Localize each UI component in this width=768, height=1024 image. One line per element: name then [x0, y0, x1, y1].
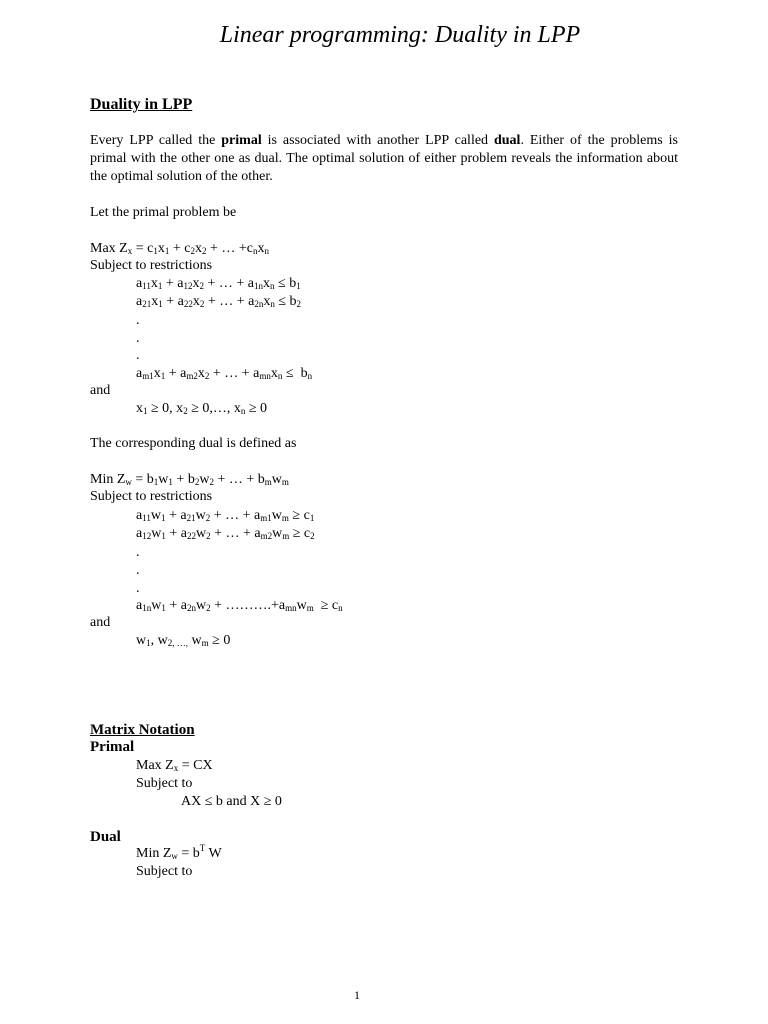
- dual-label: Dual: [90, 829, 121, 845]
- dual-constraint-2: $a_{12}w_1 + a_{22}w_2$ + … + $a_{m2}w_m \ge c_2$: [136, 526, 315, 541]
- ellipsis-dot: .: [136, 581, 140, 596]
- primal-objective: Max $Z_x = c_1x_1 + c_2x_2$ + … $+c_nx_n$: [90, 241, 269, 256]
- objective-text: W: [205, 846, 222, 861]
- ellipsis-dot: .: [136, 563, 140, 578]
- objective-subscript: w: [171, 851, 178, 861]
- dual-objective: Min $Z_w = b_1w_1 + b_2w_2$ + … + $b_mw_m$: [90, 472, 289, 487]
- objective-text: = CX: [178, 758, 213, 773]
- ellipsis-dot: .: [136, 348, 140, 363]
- intro-bold-dual: dual: [493, 133, 521, 148]
- objective-superscript: T: [199, 843, 206, 853]
- primal-constraint-m: $a_{m1}x_1 + a_{m2}x_2$ + … + $a_{mn}x_n \le b_n$: [136, 366, 313, 381]
- section-heading-matrix: Matrix Notation: [90, 722, 195, 738]
- and-label: and: [90, 383, 111, 398]
- ellipsis-dot: .: [136, 313, 140, 328]
- let-primal-text: Let the primal problem be: [90, 205, 237, 220]
- dual-defined-text: The corresponding dual is defined as: [90, 436, 297, 451]
- dual-constraint-n: $a_{1n}w_1 + a_{2n}w_2$ + $\dots\dots\dots.+a_{mn}w_m \ge c_n$: [136, 598, 343, 613]
- matrix-primal-objective: [136, 757, 213, 775]
- matrix-primal-constraint: AX ≤ b and X ≥ 0: [181, 794, 282, 809]
- objective-text: = b: [177, 846, 200, 861]
- and-label: and: [90, 615, 111, 630]
- objective-text: Min Z: [136, 846, 172, 861]
- document-title: Linear programming: Duality in LPP: [219, 22, 581, 48]
- ellipsis-dot: .: [136, 331, 140, 346]
- intro-text: is associated with another LPP called: [261, 133, 494, 148]
- objective-subscript: x: [173, 763, 179, 773]
- section-heading-duality: Duality in LPP: [90, 96, 193, 113]
- dual-nonnegativity: $w_1$, $w_{2, \dots,}$ $w_m \ge 0$: [136, 633, 231, 648]
- primal-constraint-2: $a_{21}x_1 + a_{22}x_2$ + … + $a_{2n}x_n \le b_2$: [136, 294, 302, 309]
- primal-nonnegativity: $x_1 \ge 0$, $x_2$ ≥ 0,…, $x_n \ge 0$: [136, 401, 268, 416]
- matrix-dual-subject-to: Subject to: [136, 864, 193, 879]
- page-number: 1: [354, 988, 360, 1002]
- intro-bold-primal: primal: [221, 133, 262, 148]
- objective-text: Max Z: [136, 758, 174, 773]
- primal-constraint-1: $a_{11}x_1 + a_{12}x_2$ + … + $a_{1n}x_n \le b_1$: [136, 276, 301, 291]
- primal-subject-to: Subject to restrictions: [90, 258, 213, 273]
- dual-constraint-1: $a_{11}w_1 + a_{21}w_2$ + … + $a_{m1}w_m \ge c_1$: [136, 508, 315, 523]
- matrix-primal-subject-to: Subject to: [136, 776, 193, 791]
- intro-text: Every LPP called the: [90, 133, 222, 148]
- primal-label: Primal: [90, 739, 135, 755]
- dual-subject-to: Subject to restrictions: [90, 489, 213, 504]
- intro-text: . Either of the problems is primal with the other one as dual. The optimal solution of either problem reveals the information about the optimal solution of the other.: [90, 133, 679, 184]
- ellipsis-dot: .: [136, 545, 140, 560]
- matrix-dual-objective: [136, 845, 222, 863]
- intro-paragraph: [90, 132, 678, 186]
